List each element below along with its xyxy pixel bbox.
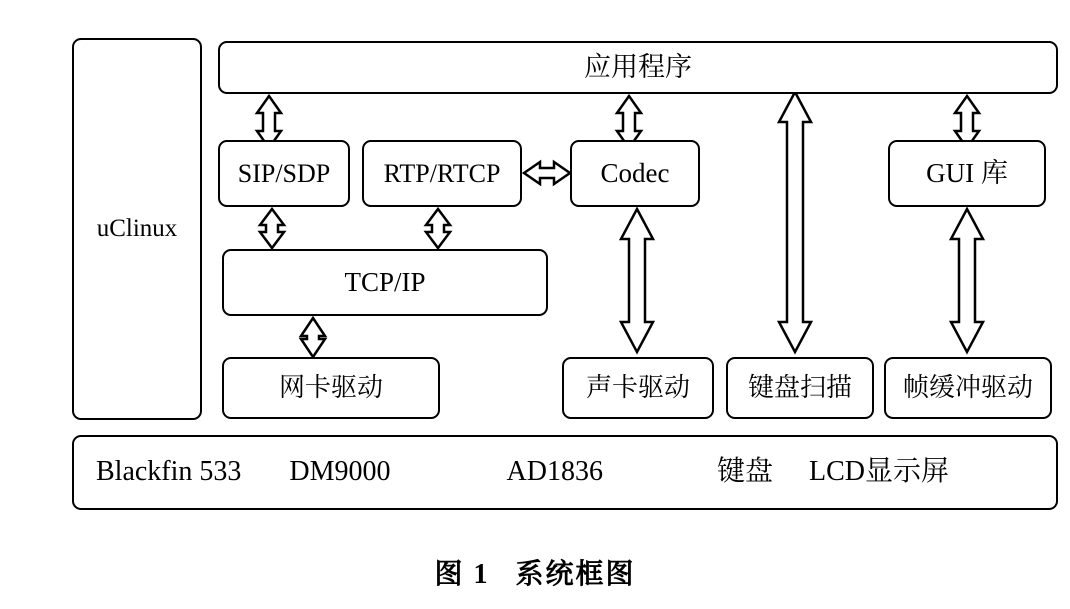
block-codec[interactable]: [570, 140, 700, 207]
block-hardware-layer[interactable]: [72, 435, 1058, 510]
hardware-dm9000-label: DM9000: [289, 456, 391, 488]
block-keyboard-scan[interactable]: [726, 357, 874, 419]
hardware-item-row: [74, 456, 1056, 488]
arrow-gui-to-framebuffer: [951, 209, 983, 352]
figure-caption-title: 系统框图: [515, 559, 636, 590]
arrow-tcpip-to-netdriver: [301, 318, 325, 357]
figure-caption: [0, 552, 1070, 592]
arrow-codec-to-sounddriver: [621, 209, 653, 352]
hardware-blackfin-label: Blackfin 533: [96, 456, 242, 488]
arrow-sipsdp-to-tcpip: [260, 209, 284, 248]
figure-caption-inner: [434, 552, 635, 592]
block-rtp-rtcp-label: RTP/RTCP: [383, 158, 501, 188]
block-sound-driver-label: 声卡驱动: [585, 373, 690, 403]
hardware-ad1836-label: AD1836: [506, 456, 603, 488]
block-keyboard-scan-label: 键盘扫描: [747, 373, 852, 403]
block-codec-label: Codec: [600, 157, 670, 188]
figure-caption-number: 图 1: [434, 559, 490, 590]
block-application-label: 应用程序: [584, 51, 692, 82]
block-net-driver[interactable]: [222, 357, 440, 419]
block-application[interactable]: [218, 41, 1058, 94]
block-framebuffer-driver[interactable]: [884, 357, 1052, 419]
block-sound-driver[interactable]: [562, 357, 714, 419]
block-tcp-ip-label: TCP/IP: [344, 266, 426, 297]
hardware-keyboard-label: 键盘: [717, 456, 774, 488]
arrow-app-to-keyboardscan: [779, 92, 811, 352]
block-net-driver-label: 网卡驱动: [278, 373, 383, 403]
arrow-rtprtcp-to-codec: [524, 162, 570, 184]
block-sip-sdp[interactable]: [218, 140, 350, 207]
block-tcp-ip[interactable]: [222, 249, 548, 316]
block-gui-library-label: GUI 库: [926, 157, 1008, 188]
arrow-rtprtcp-to-tcpip: [426, 209, 450, 248]
block-gui-library[interactable]: [888, 140, 1046, 207]
block-uclinux-label: uClinux: [96, 214, 178, 242]
block-rtp-rtcp[interactable]: [362, 140, 522, 207]
hardware-lcd-label: LCD显示屏: [809, 456, 950, 488]
block-uclinux[interactable]: [72, 38, 202, 420]
block-framebuffer-driver-label: 帧缓冲驱动: [902, 373, 1033, 403]
block-sip-sdp-label: SIP/SDP: [237, 158, 331, 188]
